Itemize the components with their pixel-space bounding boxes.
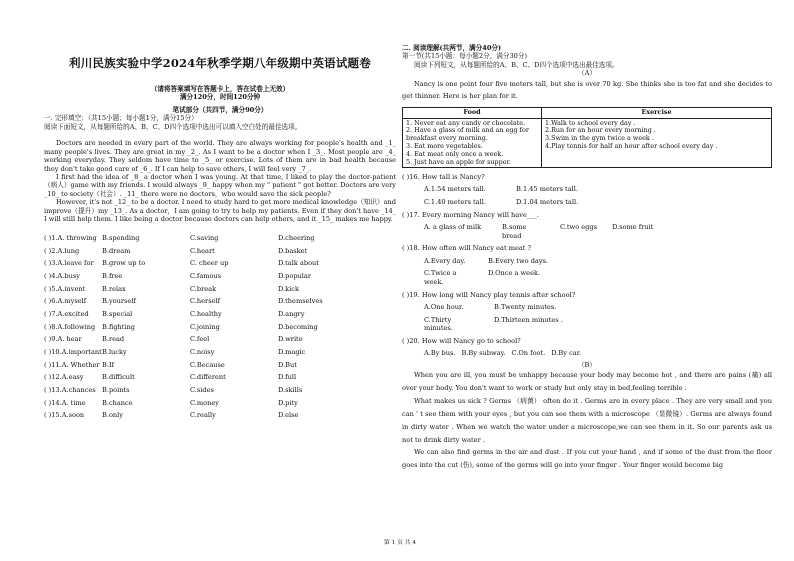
options xyxy=(402,185,772,193)
cloze-question-row xyxy=(44,356,396,369)
cloze-question-row xyxy=(44,242,396,255)
question-stem-option-a: ( )12.A.easy xyxy=(44,373,84,382)
option: D.full xyxy=(278,373,297,382)
option: C.noisy xyxy=(190,348,215,356)
passage-b-paragraph: What makes us sick ? Germs （病菌） often do it . Germs are in every place . They are very small and you can ' t see them with your eyes , but you can see them with a microscope （显微镜）. Germs are always found in dirty water . When we watch the water under a microscope,we can see them in it. So our parents ask us not to drink dirty water . xyxy=(402,397,772,444)
food-item: 1. Never eat any candy or chocolate. xyxy=(406,118,526,127)
option: C.famous xyxy=(190,271,222,280)
cloze-question-list xyxy=(44,230,396,420)
option: D.pity xyxy=(278,398,298,407)
exercise-item: 2.Run for an hour every morning . xyxy=(545,126,656,135)
answer-notice: （请将答案填写在答题卡上，答在试卷上无效） xyxy=(150,85,290,93)
option: D.some fruit xyxy=(612,223,654,232)
exercise-item: 3.Swim in the gym twice a week . xyxy=(545,134,654,143)
option: D.Once a week. xyxy=(488,269,541,278)
option: B.Twenty minutes. xyxy=(494,303,557,312)
option: C.break xyxy=(190,284,217,293)
option: D.basket xyxy=(278,246,308,255)
section2-part1: 第一节(共15小题：每小题2分，满分30分) xyxy=(402,52,528,61)
option: B.some bread xyxy=(502,223,527,240)
option: D.talk about xyxy=(278,259,319,268)
option: C.different xyxy=(190,373,226,382)
question-stem-option-a: ( )13.A.chances xyxy=(44,386,96,395)
option: D.becoming xyxy=(278,322,318,331)
option: A.One hour. xyxy=(424,303,464,312)
option: A.Every day. xyxy=(424,256,466,265)
food-item: 3. Eat more vegetables. xyxy=(406,142,483,151)
question-17: ( )17. Every morning Nancy will have___. xyxy=(402,210,539,219)
option: D.Thirteen minutes . xyxy=(494,315,563,324)
option: B.relax xyxy=(102,284,126,293)
passage-a-intro: Nancy is one point four five meters tall, but she is over 70 kg. She thinks she is too fat and she decides to get thinner. Here is her plan for it. xyxy=(402,79,772,101)
option: B.dream xyxy=(102,246,131,255)
cloze-question-row xyxy=(44,293,396,306)
option: C.On foot. xyxy=(511,349,546,358)
option: D.skills xyxy=(278,386,303,395)
section1-heading: 一. 完形填空：（共15小题；每小题1分，满分15分） xyxy=(44,114,198,123)
plan-table xyxy=(402,107,772,169)
option: D.angry xyxy=(278,309,305,318)
options xyxy=(402,303,772,311)
question-stem-option-a: ( )4.A.busy xyxy=(44,271,80,280)
cloze-question-row xyxy=(44,331,396,344)
option: B.fighting xyxy=(102,322,136,331)
option: D.1.04 meters tall. xyxy=(516,197,579,206)
part-label: 笔试部分（共四节，满分90分） xyxy=(172,105,268,114)
food-header: Food xyxy=(403,107,542,118)
food-cell xyxy=(403,118,542,168)
option: B.1.45 meters tall. xyxy=(516,185,578,194)
option: C.heart xyxy=(190,246,215,255)
option: D.else xyxy=(278,411,299,420)
section2-instruction: 阅读下列短文，从每题所给的A、B、C、D四个选项中选出最佳选项。 xyxy=(414,60,619,69)
question-stem-option-a: ( )11.A. Whether xyxy=(44,360,100,369)
cloze-question-row xyxy=(44,395,396,408)
option: D.popular xyxy=(278,271,311,280)
option: A.1.54 meters tall. xyxy=(424,185,486,194)
option: B.only xyxy=(102,411,123,420)
food-item: 4. Eat meat only once a week. xyxy=(406,149,504,158)
page-footer: 第 1 页 共 4 xyxy=(383,540,417,546)
option: B.By subway. xyxy=(461,349,506,358)
food-item: 2. Have a glass of milk and an egg for breakfast every morning. xyxy=(406,126,529,143)
option: B.points xyxy=(102,386,130,395)
option: D.kick xyxy=(278,284,299,293)
cloze-question-row xyxy=(44,407,396,420)
question-16: ( )16. How tall is Nancy? xyxy=(402,172,485,181)
option: B.yourself xyxy=(102,297,136,306)
option: C.healthy xyxy=(190,309,222,318)
cloze-question-row xyxy=(44,344,396,357)
score-time: 满分120分，时间120分钟 xyxy=(179,93,261,102)
exercise-item: 4.Play tennis for half an hour after school every day . xyxy=(545,142,718,151)
reading-question-list xyxy=(402,173,772,358)
option: C.1.40 meters tall. xyxy=(424,197,486,206)
option: B.chance xyxy=(102,398,133,407)
cloze-question-row xyxy=(44,369,396,382)
question-19: ( )19. How long will Nancy play tennis after school? xyxy=(402,290,576,299)
cloze-paragraph: I first had the idea of _8_ a doctor when I was young. At that time, I liked to play the doctor-patient（病人）game with my friends. I would always _9_ happy when my " patient " got better. Doctors are very _10_ to society（社会）. _11_ there were no doctors，who would save the sick people? xyxy=(44,172,396,198)
option: A.By bus. xyxy=(424,349,456,358)
option: D.write xyxy=(278,335,303,344)
option: B.difficult xyxy=(102,373,135,382)
passage-b-paragraph: We can also find germs in the air and dust . If you cut your hand , and if some of the dust from the floor goes into the cut (伤), some of the germs will go into your finger . Your finger would become big xyxy=(402,448,772,470)
question-18: ( )18. How often will Nancy eat meat ? xyxy=(402,244,532,253)
question-stem-option-a: ( )15.A.soon xyxy=(44,411,85,420)
cloze-paragraph: However, it's not _12_ to be a doctor. I need to study hard to get more medical knowledge（知识）and improve（提升）my _13_. As a doctor，I am going to try to help my patients. Even if they don't have _14_ I will still help them. I like being a doctor because doctors can help others, and it _15_ makes me happy. xyxy=(44,198,396,224)
food-item: 5. Just have an apple for supper. xyxy=(406,157,511,166)
option: A. a glass of milk xyxy=(424,223,482,232)
cloze-question-row xyxy=(44,255,396,268)
exercise-item: 1.Walk to school every day . xyxy=(545,118,636,127)
option: C.sides xyxy=(190,386,214,395)
option: D.But xyxy=(278,360,297,369)
option: B.free xyxy=(102,271,123,280)
exam-title: 利川民族实验中学2024年秋季学期八年级期中英语试题卷 xyxy=(69,56,371,70)
cloze-question-row xyxy=(44,230,396,243)
option: D.magic xyxy=(278,348,306,356)
passage-b-label: （B） xyxy=(577,360,597,369)
question-stem-option-a: ( )3.A.leave for xyxy=(44,259,94,268)
option: B.special xyxy=(102,309,133,318)
options xyxy=(402,223,772,240)
option: C.Thirty minutes. xyxy=(424,315,453,333)
options xyxy=(402,257,772,265)
cloze-passage xyxy=(44,139,396,223)
option: C. cheer up xyxy=(190,259,229,268)
option: B.grow up to xyxy=(102,259,146,268)
option: C.Because xyxy=(190,360,225,369)
question-stem-option-a: ( )8.A.following xyxy=(44,322,96,331)
exercise-header: Exercise xyxy=(542,107,772,118)
question-stem-option-a: ( )5.A.invent xyxy=(44,284,86,293)
options xyxy=(402,316,772,333)
passage-a-label: （A） xyxy=(578,69,596,78)
question-stem-option-a: ( )6.A.myself xyxy=(44,297,87,306)
right-column xyxy=(402,44,772,472)
cloze-paragraph: Doctors are needed in every part of the world. They are always working for people's health and _1_ many people's lives. They are great in my _2_. As I want to be a doctor when I _3_. Most people are _4_ working everyday. They seldom have time to _5_ or exercise. Lots of them are in bad health because they don't take good care of _6_. If I can help to save others, I will feel very _7_. xyxy=(44,139,396,173)
exercise-cell xyxy=(542,118,772,168)
option: C.Twice a week. xyxy=(424,269,457,286)
option: C.joining xyxy=(190,322,220,331)
cloze-question-row xyxy=(44,382,396,395)
cloze-question-row xyxy=(44,306,396,319)
question-stem-option-a: ( )9.A. hear xyxy=(44,335,82,344)
option: B.lucky xyxy=(102,348,127,356)
question-stem-option-a: ( )1.A. throwing xyxy=(44,233,97,242)
cloze-question-row xyxy=(44,318,396,331)
question-20: ( )20. How will Nancy go to school? xyxy=(402,336,521,345)
option: C.money xyxy=(190,398,220,407)
option: D.By car. xyxy=(551,349,582,358)
question-stem-option-a: ( )2.A.lung xyxy=(44,246,80,255)
option: D.themselves xyxy=(278,297,323,306)
question-stem-option-a: ( )14.A. time xyxy=(44,398,86,407)
option: B.spending xyxy=(102,233,140,242)
option: B.If xyxy=(102,360,114,369)
question-stem-option-a: ( )7.A.excited xyxy=(44,309,89,318)
options xyxy=(402,349,772,357)
option: C.really xyxy=(190,411,216,420)
section2-heading: 二. 阅读理解(共两节，满分40分) xyxy=(402,44,502,52)
option: C.feel xyxy=(190,335,210,344)
cloze-question-row xyxy=(44,280,396,293)
passage-b-paragraph: When you are ill, you must be unhappy because your body may become hot , and there are pains (痛) all over your body. You don't want to work or study but only stay in bed,feeling terrible . xyxy=(402,371,772,393)
options xyxy=(402,198,772,206)
question-stem-option-a: ( )10.A.important xyxy=(44,348,102,356)
section1-instruction: 阅读下面短文，从每题所给的A、B、C、D四个选项中选出可以填入空白处的最佳选项。 xyxy=(44,122,302,131)
option: B.Every two days. xyxy=(488,256,549,265)
passage-b xyxy=(402,369,772,472)
cloze-question-row xyxy=(44,268,396,281)
option: C.two eggs xyxy=(560,223,597,232)
left-column xyxy=(44,85,396,420)
options xyxy=(402,269,772,286)
option: B.read xyxy=(102,335,125,344)
option: C.saving xyxy=(190,233,219,242)
option: D.cheering xyxy=(278,233,315,242)
option: C.herself xyxy=(190,297,221,306)
